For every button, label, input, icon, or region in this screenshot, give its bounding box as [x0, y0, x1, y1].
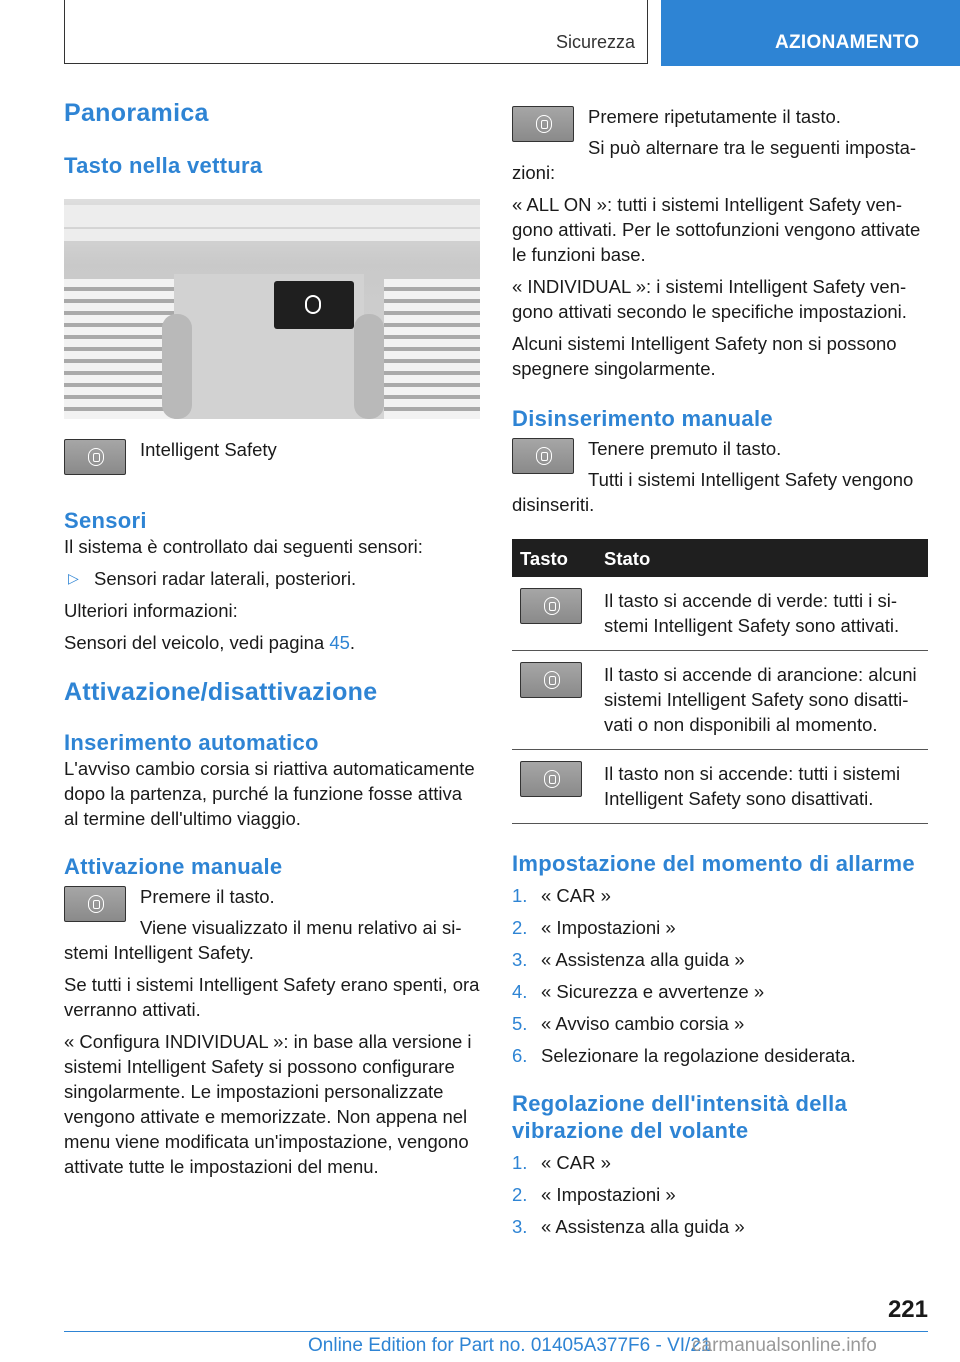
list-item: 2. « Impostazioni »	[512, 917, 676, 938]
inserimento-text: L'avviso cambio corsia si riattiva automaticamente dopo la partenza, purché la funzione fosse attiva al termine dell'ultimo viaggio.	[64, 758, 475, 829]
intelligent-safety-key	[274, 281, 354, 329]
intelligent-safety-button-icon	[512, 106, 574, 142]
intelligent-safety-button-icon	[64, 439, 126, 475]
chapter-tab	[661, 0, 960, 66]
page-number: 221	[887, 1296, 928, 1323]
list-item: 2. « Impostazioni »	[512, 1184, 676, 1205]
dis-2: Tutti i sistemi Intelligent Safety vengono disinseriti.	[512, 469, 914, 515]
page-link-45[interactable]: 45	[329, 632, 350, 653]
heading-disinserimento: Disinserimento manuale	[512, 406, 773, 431]
left-column	[64, 98, 480, 1179]
edition-text: Online Edition for Part no. 01405A377F6 - VI/21	[308, 1335, 712, 1356]
list-item: 3. « Assistenza alla guida »	[512, 1216, 745, 1237]
heading-vibrazione: Regolazione dell'intensità della vibrazione del volante	[512, 1091, 848, 1143]
table-row: Il tasto si accende di verde: tutti i sistemi Intelligent Safety sono attivati.	[512, 577, 928, 651]
manuale-3: Se tutti i sistemi Intelligent Safety erano spenti, ora verranno attivati.	[64, 974, 480, 1020]
heading-tasto: Tasto nella vettura	[64, 153, 263, 178]
dashboard-photo	[64, 199, 480, 419]
heading-attivazione-manuale: Attivazione manuale	[64, 854, 283, 879]
manuale-4: « Configura INDIVIDUAL »: in base alla versione i sistemi Intelligent Safety si possono configurare singolarmente. Le impostazioni personalizzate vengono attivate e memorizzate. Non appena nel menu viene modificata un'impostazione, vengono attivate tutte le impostazioni del menu.	[64, 1031, 472, 1177]
heading-attivazione: Attivazione/disattivazione	[64, 678, 378, 706]
intelligent-safety-button-icon	[512, 438, 574, 474]
status-table	[512, 539, 928, 824]
heading-momento: Impostazione del momento di allarme	[512, 851, 915, 876]
sensori-intro: Il sistema è controllato dai seguenti sensori:	[64, 536, 423, 557]
intelligent-safety-button-icon	[64, 886, 126, 922]
list-item: 4. « Sicurezza e avvertenze »	[512, 981, 765, 1002]
heading-inserimento: Inserimento automatico	[64, 730, 319, 755]
rip-1: Premere ripetutamente il tasto.	[588, 106, 841, 127]
list-item: 6. Selezionare la regolazione desiderata.	[512, 1045, 856, 1066]
list-item: 1. « CAR »	[512, 1152, 611, 1173]
section-label: Sicurezza	[555, 32, 635, 52]
list-item: 5. « Avviso cambio corsia »	[512, 1013, 745, 1034]
disinserimento-step	[512, 436, 928, 517]
right-column	[512, 104, 928, 1246]
col-stato: Stato	[596, 539, 928, 577]
table-row: Il tasto non si accende: tutti i sistemi Intelligent Safety sono disattivati.	[512, 750, 928, 824]
sensori-bullet: ▷ Sensori radar laterali, posteriori.	[64, 566, 480, 591]
intelligent-safety-button-icon	[520, 662, 582, 698]
intelligent-safety-icon	[305, 295, 321, 314]
col-tasto: Tasto	[512, 539, 596, 577]
all-on-text: « ALL ON »: tutti i sistemi Intelligent Safety vengono attivati. Per le sottofunzioni vengono attivate le funzioni base.	[512, 194, 921, 265]
watermark: carmanualsonline.info	[692, 1335, 877, 1356]
intelligent-safety-button-icon	[520, 761, 582, 797]
vibrazione-steps	[512, 1150, 928, 1239]
sensori-ref: Sensori del veicolo, vedi pagina 45.	[64, 632, 356, 653]
alcuni-text: Alcuni sistemi Intelligent Safety non si possono spegnere singolarmente.	[512, 333, 897, 379]
ripetuto-step	[512, 104, 928, 185]
chapter-label: AZIONAMENTO	[775, 32, 920, 53]
list-item: 1. « CAR »	[512, 885, 611, 906]
table-row: Il tasto si accende di arancione: alcuni sistemi Intelligent Safety sono disattivati o non disponibili al momento.	[512, 651, 928, 750]
rip-2: Si può alternare tra le seguenti impostazioni:	[512, 137, 917, 183]
manuale-2: Viene visualizzato il menu relativo ai sistemi Intelligent Safety.	[64, 917, 462, 963]
heading-sensori: Sensori	[64, 508, 147, 533]
momento-steps	[512, 883, 928, 1068]
dis-1: Tenere premuto il tasto.	[588, 438, 782, 459]
section-tab	[64, 0, 648, 64]
button-legend	[64, 437, 480, 481]
manuale-step	[64, 884, 480, 965]
heading-panoramica: Panoramica	[64, 99, 209, 127]
page-header	[0, 0, 960, 66]
individual-text: « INDIVIDUAL »: i sistemi Intelligent Safety vengono attivati secondo le specifiche impostazioni.	[512, 276, 907, 322]
intelligent-safety-button-icon	[520, 588, 582, 624]
button-legend-label: Intelligent Safety	[140, 439, 277, 460]
list-item: 3. « Assistenza alla guida »	[512, 949, 745, 970]
ulteriori-label: Ulteriori informazioni:	[64, 600, 238, 621]
manuale-1: Premere il tasto.	[140, 886, 275, 907]
